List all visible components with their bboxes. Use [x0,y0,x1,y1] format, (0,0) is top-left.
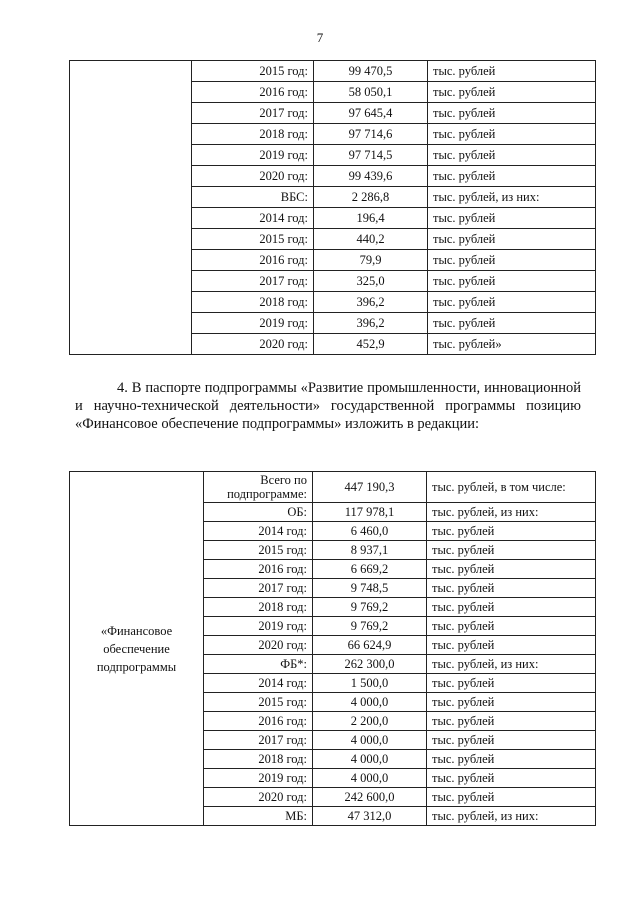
row-label: 2018 год: [204,598,313,617]
row-unit: тыс. рублей [427,769,596,788]
row-label: 2015 год: [192,229,314,250]
section-cell-empty [70,61,192,355]
row-label: 2017 год: [192,103,314,124]
row-unit: тыс. рублей [428,124,596,145]
row-value: 97 714,5 [314,145,428,166]
row-unit: тыс. рублей [427,674,596,693]
row-unit: тыс. рублей, из них: [427,503,596,522]
row-unit: тыс. рублей, из них: [427,807,596,826]
row-label: 2014 год: [192,208,314,229]
row-unit: тыс. рублей, из них: [428,187,596,208]
row-value: 6 460,0 [313,522,427,541]
row-label: 2017 год: [204,579,313,598]
row-value: 2 286,8 [314,187,428,208]
row-value: 4 000,0 [313,750,427,769]
row-unit: тыс. рублей [427,750,596,769]
row-unit: тыс. рублей [428,313,596,334]
row-unit: тыс. рублей [427,579,596,598]
row-value: 47 312,0 [313,807,427,826]
amendment-paragraph [75,379,581,433]
row-value: 58 050,1 [314,82,428,103]
row-value: 396,2 [314,292,428,313]
row-label: 2020 год: [204,788,313,807]
row-value: 97 714,6 [314,124,428,145]
row-value: 447 190,3 [313,472,427,503]
row-value: 79,9 [314,250,428,271]
row-label: 2020 год: [192,334,314,355]
row-value: 99 439,6 [314,166,428,187]
row-unit: тыс. рублей [427,617,596,636]
row-value: 2 200,0 [313,712,427,731]
row-value: 66 624,9 [313,636,427,655]
row-unit: тыс. рублей [427,560,596,579]
row-label: ВБС: [192,187,314,208]
section-title: «Финансовое обеспечение подпрограммы [70,472,204,826]
row-label: 2014 год: [204,522,313,541]
row-value: 97 645,4 [314,103,428,124]
row-value: 6 669,2 [313,560,427,579]
row-unit: тыс. рублей [428,103,596,124]
row-value: 9 748,5 [313,579,427,598]
row-unit: тыс. рублей [427,693,596,712]
row-unit: тыс. рублей» [428,334,596,355]
amendment-text: 4. В паспорте подпрограммы «Развитие промышленности, инновационной и научно-технической деятельности» государственной программы позицию «Финансовое обеспечение подпрограммы» изложить в редакции: [75,380,581,432]
row-value: 262 300,0 [313,655,427,674]
row-unit: тыс. рублей [427,598,596,617]
row-value: 99 470,5 [314,61,428,82]
row-unit: тыс. рублей [428,61,596,82]
row-label: 2020 год: [192,166,314,187]
row-unit: тыс. рублей [427,712,596,731]
row-value: 117 978,1 [313,503,427,522]
funding-table-subprogram [69,471,596,826]
row-label: 2018 год: [192,292,314,313]
table-row [70,472,596,503]
row-unit: тыс. рублей, в том числе: [427,472,596,503]
row-unit: тыс. рублей [428,208,596,229]
row-label: ФБ*: [204,655,313,674]
row-value: 452,9 [314,334,428,355]
funding-table-continued [69,60,596,355]
row-value: 4 000,0 [313,693,427,712]
table-row [70,61,596,82]
row-label: 2016 год: [204,560,313,579]
row-label: 2016 год: [192,250,314,271]
row-label: 2018 год: [192,124,314,145]
row-value: 9 769,2 [313,617,427,636]
row-value: 440,2 [314,229,428,250]
row-unit: тыс. рублей [428,166,596,187]
row-value: 1 500,0 [313,674,427,693]
row-label: 2017 год: [192,271,314,292]
row-value: 4 000,0 [313,731,427,750]
row-unit: тыс. рублей [428,82,596,103]
row-label: 2016 год: [192,82,314,103]
row-unit: тыс. рублей [428,271,596,292]
row-unit: тыс. рублей [427,731,596,750]
row-unit: тыс. рублей [428,250,596,271]
row-label: Всего по подпрограмме: [204,472,313,503]
row-unit: тыс. рублей [427,788,596,807]
row-unit: тыс. рублей [427,522,596,541]
row-label: ОБ: [204,503,313,522]
row-label: 2015 год: [204,693,313,712]
row-label: 2019 год: [204,769,313,788]
row-value: 325,0 [314,271,428,292]
row-unit: тыс. рублей, из них: [427,655,596,674]
row-label: 2014 год: [204,674,313,693]
row-value: 8 937,1 [313,541,427,560]
row-unit: тыс. рублей [428,229,596,250]
row-value: 396,2 [314,313,428,334]
row-value: 4 000,0 [313,769,427,788]
row-label: 2015 год: [204,541,313,560]
row-label: 2019 год: [192,145,314,166]
row-label: 2015 год: [192,61,314,82]
row-unit: тыс. рублей [427,636,596,655]
row-value: 196,4 [314,208,428,229]
row-label: 2020 год: [204,636,313,655]
row-label: 2016 год: [204,712,313,731]
row-label: 2019 год: [204,617,313,636]
row-unit: тыс. рублей [428,145,596,166]
row-value: 242 600,0 [313,788,427,807]
row-unit: тыс. рублей [427,541,596,560]
row-label: МБ: [204,807,313,826]
row-label: 2017 год: [204,731,313,750]
row-unit: тыс. рублей [428,292,596,313]
row-label: 2018 год: [204,750,313,769]
row-label: 2019 год: [192,313,314,334]
page-number: 7 [316,30,324,45]
row-value: 9 769,2 [313,598,427,617]
